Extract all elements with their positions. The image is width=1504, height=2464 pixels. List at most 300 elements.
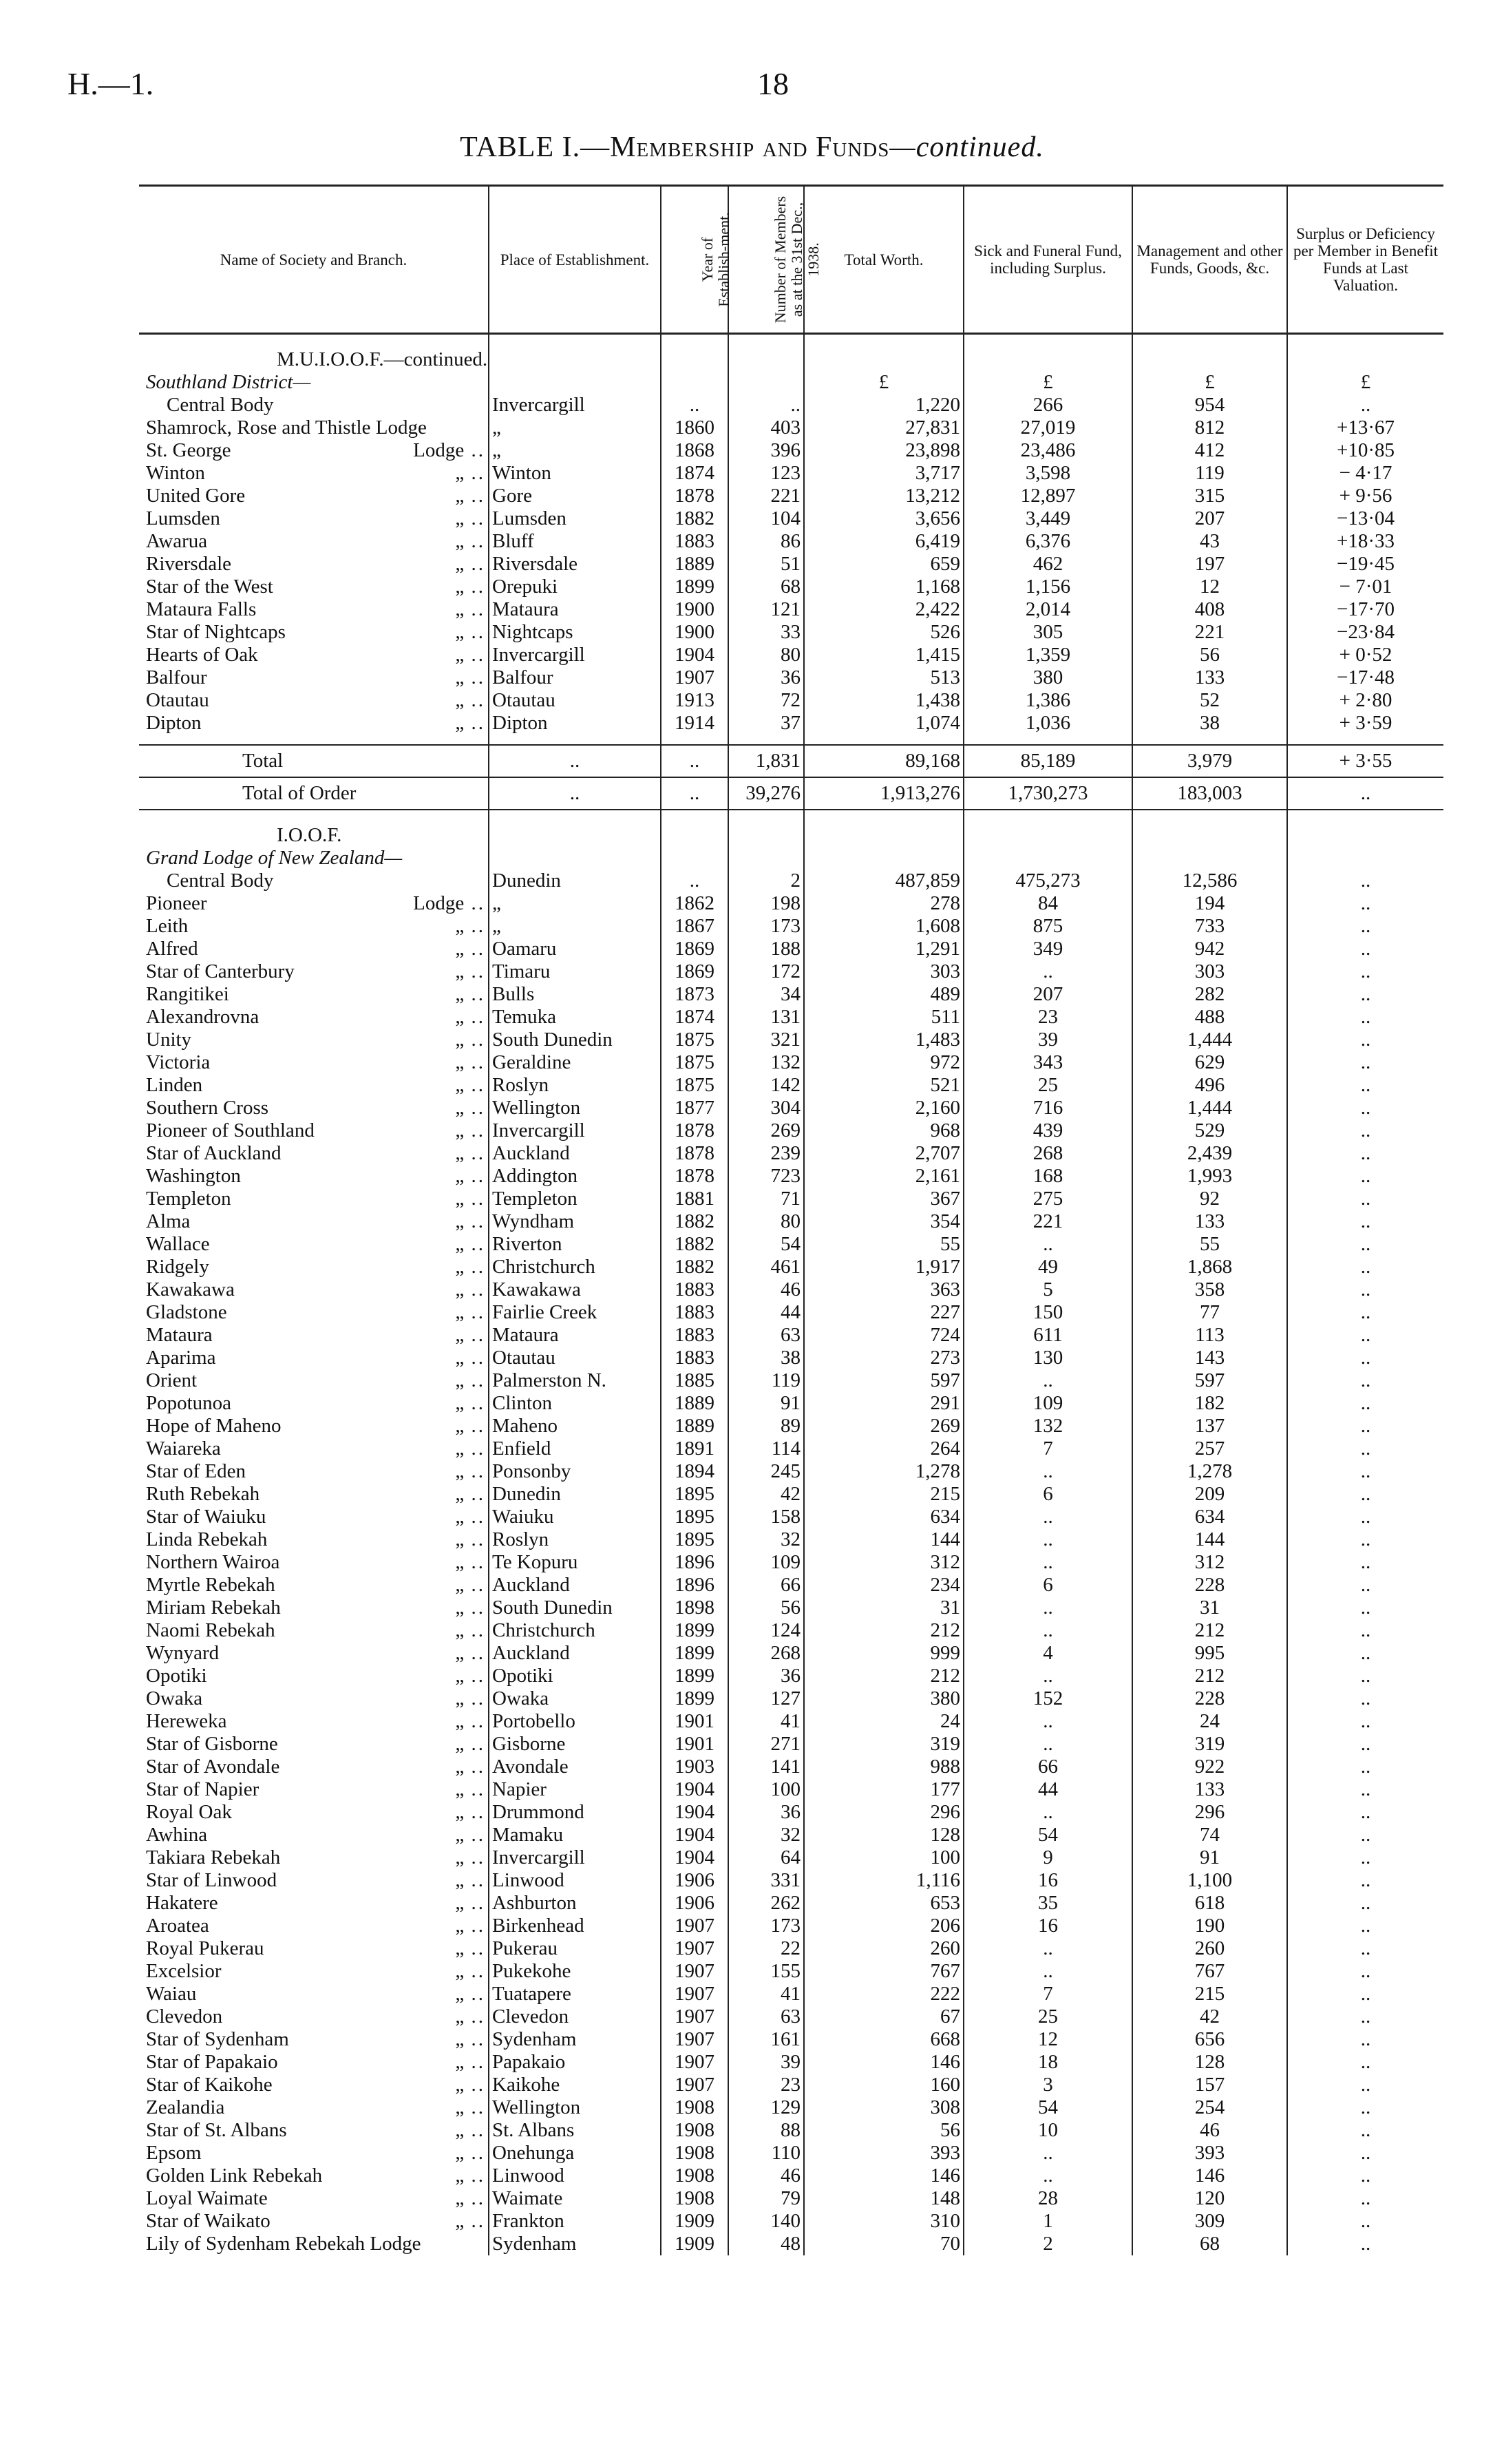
empty-cell bbox=[1132, 735, 1287, 745]
sick-cell: 3,449 bbox=[964, 507, 1132, 530]
branch-suffix bbox=[455, 1210, 485, 1233]
table-row bbox=[139, 1051, 1443, 1074]
branch-name bbox=[139, 462, 489, 485]
surplus-cell: .. bbox=[1287, 938, 1443, 960]
place-cell: Auckland bbox=[489, 1574, 661, 1597]
members-cell: 39,276 bbox=[728, 777, 804, 810]
members-cell: 245 bbox=[728, 1460, 804, 1483]
place-cell: Auckland bbox=[489, 1142, 661, 1165]
year-cell: 1875 bbox=[661, 1051, 728, 1074]
table-row bbox=[139, 2210, 1443, 2233]
order2-heading: I.O.O.F. bbox=[277, 824, 342, 846]
mgmt-cell: 194 bbox=[1132, 892, 1287, 915]
leader-dots: .. bbox=[464, 621, 485, 643]
place-cell: Geraldine bbox=[489, 1051, 661, 1074]
surplus-cell: + 3·55 bbox=[1287, 745, 1443, 777]
table-row bbox=[139, 1301, 1443, 1324]
surplus-cell: .. bbox=[1287, 1119, 1443, 1142]
members-cell: 188 bbox=[728, 938, 804, 960]
table-row bbox=[139, 1369, 1443, 1392]
branch-suffix bbox=[455, 1324, 485, 1347]
surplus-cell: .. bbox=[1287, 2165, 1443, 2187]
leader-dots: .. bbox=[464, 485, 485, 507]
members-cell: 38 bbox=[728, 1347, 804, 1369]
sick-cell: 12,897 bbox=[964, 485, 1132, 507]
branch-name-text: Star of Linwood bbox=[146, 1869, 277, 1891]
place-cell: „ bbox=[489, 417, 661, 439]
place-cell: Maheno bbox=[489, 1415, 661, 1438]
branch-suffix-text: „ bbox=[455, 1278, 465, 1301]
mgmt-cell: 212 bbox=[1132, 1619, 1287, 1642]
branch-suffix bbox=[455, 1415, 485, 1438]
branch-name bbox=[139, 666, 489, 689]
leader-dots: .. bbox=[464, 1915, 485, 1937]
leader-dots: .. bbox=[464, 2210, 485, 2232]
mgmt-cell: 215 bbox=[1132, 1983, 1287, 2005]
branch-suffix bbox=[455, 1642, 485, 1665]
branch-suffix-text: „ bbox=[455, 485, 465, 507]
leader-dots: .. bbox=[464, 1369, 485, 1391]
worth-cell: 1,913,276 bbox=[804, 777, 964, 810]
leader-dots: .. bbox=[464, 1619, 485, 1641]
branch-name-text: Star of Gisborne bbox=[146, 1733, 278, 1755]
surplus-cell: .. bbox=[1287, 1006, 1443, 1029]
place-cell: Nightcaps bbox=[489, 621, 661, 644]
branch-name bbox=[139, 1142, 489, 1165]
branch-name-text: Star of St. Albans bbox=[146, 2119, 287, 2141]
surplus-cell: .. bbox=[1287, 870, 1443, 892]
empty-cell bbox=[1287, 847, 1443, 870]
branch-name-text: Awarua bbox=[146, 530, 208, 552]
members-cell: 32 bbox=[728, 1824, 804, 1846]
surplus-cell: .. bbox=[1287, 1960, 1443, 1983]
surplus-cell: .. bbox=[1287, 1687, 1443, 1710]
central-body-row bbox=[139, 394, 1443, 417]
branch-suffix bbox=[455, 1119, 485, 1142]
table-row bbox=[139, 938, 1443, 960]
branch-suffix bbox=[455, 1369, 485, 1392]
worth-cell: 1,168 bbox=[804, 576, 964, 598]
branch-name bbox=[139, 689, 489, 712]
mgmt-cell: 597 bbox=[1132, 1369, 1287, 1392]
branch-suffix bbox=[455, 576, 485, 598]
sick-cell: 49 bbox=[964, 1256, 1132, 1278]
surplus-cell: + 3·59 bbox=[1287, 712, 1443, 735]
mgmt-cell: 190 bbox=[1132, 1915, 1287, 1937]
year-cell: 1889 bbox=[661, 553, 728, 576]
branch-name bbox=[139, 1710, 489, 1733]
branch-name bbox=[139, 1347, 489, 1369]
worth-cell: 634 bbox=[804, 1506, 964, 1528]
leader-dots: .. bbox=[464, 1528, 485, 1550]
branch-name bbox=[139, 2028, 489, 2051]
place-cell: Tuatapere bbox=[489, 1983, 661, 2005]
worth-cell: 222 bbox=[804, 1983, 964, 2005]
members-cell: 37 bbox=[728, 712, 804, 735]
place-cell: South Dunedin bbox=[489, 1597, 661, 1619]
members-cell: 68 bbox=[728, 576, 804, 598]
mgmt-cell: 74 bbox=[1132, 1824, 1287, 1846]
surplus-cell: .. bbox=[1287, 2028, 1443, 2051]
sick-cell: .. bbox=[964, 1369, 1132, 1392]
place-cell: Sydenham bbox=[489, 2233, 661, 2255]
leader-dots: .. bbox=[464, 1256, 485, 1278]
worth-cell: 100 bbox=[804, 1846, 964, 1869]
sick-cell: 28 bbox=[964, 2187, 1132, 2210]
table-row bbox=[139, 1415, 1443, 1438]
document-code: H.—1. bbox=[67, 66, 154, 101]
surplus-cell: .. bbox=[1287, 1438, 1443, 1460]
mgmt-cell: 1,278 bbox=[1132, 1460, 1287, 1483]
branch-name-text: Star of Auckland bbox=[146, 1142, 282, 1164]
members-cell: 80 bbox=[728, 1210, 804, 1233]
year-cell: 1877 bbox=[661, 1097, 728, 1119]
mgmt-cell: 393 bbox=[1132, 2142, 1287, 2165]
members-cell: 131 bbox=[728, 1006, 804, 1029]
branch-name-text: Popotunoa bbox=[146, 1392, 232, 1414]
year-cell: 1901 bbox=[661, 1733, 728, 1756]
empty-cell bbox=[804, 810, 964, 847]
table-row bbox=[139, 1528, 1443, 1551]
members-cell: 172 bbox=[728, 960, 804, 983]
branch-name-text: Loyal Waimate bbox=[146, 2187, 268, 2209]
branch-suffix bbox=[455, 462, 485, 485]
sick-cell: 44 bbox=[964, 1778, 1132, 1801]
page-number: 18 bbox=[757, 66, 789, 101]
branch-name bbox=[139, 1392, 489, 1415]
branch-name bbox=[139, 485, 489, 507]
branch-name-text: Lumsden bbox=[146, 507, 220, 529]
surplus-cell: .. bbox=[1287, 2119, 1443, 2142]
place-cell: Dunedin bbox=[489, 870, 661, 892]
year-cell: 1901 bbox=[661, 1710, 728, 1733]
table-row bbox=[139, 1029, 1443, 1051]
branch-name-text: Unity bbox=[146, 1029, 192, 1051]
col-header-name: Name of Society and Branch. bbox=[220, 251, 407, 268]
branch-suffix-text: Lodge bbox=[413, 439, 465, 461]
sick-cell: 39 bbox=[964, 1029, 1132, 1051]
mgmt-cell: 221 bbox=[1132, 621, 1287, 644]
surplus-cell: .. bbox=[1287, 1756, 1443, 1778]
year-cell: .. bbox=[661, 394, 728, 417]
mgmt-cell: 1,100 bbox=[1132, 1869, 1287, 1892]
surplus-cell: .. bbox=[1287, 1210, 1443, 1233]
branch-name bbox=[139, 870, 489, 892]
table-row bbox=[139, 1483, 1443, 1506]
sick-cell: 54 bbox=[964, 1824, 1132, 1846]
worth-cell: 1,438 bbox=[804, 689, 964, 712]
order2-heading-row bbox=[139, 810, 1443, 847]
surplus-cell: .. bbox=[1287, 1665, 1443, 1687]
mgmt-cell: 618 bbox=[1132, 1892, 1287, 1915]
table-row bbox=[139, 1074, 1443, 1097]
branch-name-text: Star of Napier bbox=[146, 1778, 260, 1800]
branch-suffix-text: „ bbox=[455, 621, 465, 643]
place-cell: Kawakawa bbox=[489, 1278, 661, 1301]
worth-cell: 312 bbox=[804, 1551, 964, 1574]
mgmt-cell: 42 bbox=[1132, 2005, 1287, 2028]
branch-suffix bbox=[455, 915, 485, 938]
worth-cell: 264 bbox=[804, 1438, 964, 1460]
district-heading: Southland District— bbox=[146, 371, 311, 393]
surplus-cell: −17·70 bbox=[1287, 598, 1443, 621]
surplus-cell: +10·85 bbox=[1287, 439, 1443, 462]
year-cell: 1885 bbox=[661, 1369, 728, 1392]
members-cell: 140 bbox=[728, 2210, 804, 2233]
year-cell: 1904 bbox=[661, 644, 728, 666]
leader-dots: .. bbox=[464, 1483, 485, 1505]
branch-name bbox=[139, 530, 489, 553]
year-cell: 1874 bbox=[661, 462, 728, 485]
table-row bbox=[139, 2119, 1443, 2142]
members-cell: 173 bbox=[728, 1915, 804, 1937]
mgmt-cell: 488 bbox=[1132, 1006, 1287, 1029]
place-cell: Sydenham bbox=[489, 2028, 661, 2051]
branch-name bbox=[139, 2165, 489, 2187]
members-cell: 91 bbox=[728, 1392, 804, 1415]
branch-name bbox=[139, 553, 489, 576]
branch-name-text: Awhina bbox=[146, 1824, 208, 1846]
branch-name bbox=[139, 1756, 489, 1778]
branch-name bbox=[139, 1846, 489, 1869]
mgmt-cell: 209 bbox=[1132, 1483, 1287, 1506]
branch-suffix-text: „ bbox=[455, 1210, 465, 1232]
branch-suffix bbox=[455, 938, 485, 960]
table-row bbox=[139, 1097, 1443, 1119]
sick-cell: .. bbox=[964, 1937, 1132, 1960]
mgmt-cell: 629 bbox=[1132, 1051, 1287, 1074]
branch-suffix-text: „ bbox=[455, 1438, 465, 1460]
mgmt-cell: 529 bbox=[1132, 1119, 1287, 1142]
worth-cell: 511 bbox=[804, 1006, 964, 1029]
year-cell: 1899 bbox=[661, 1687, 728, 1710]
surplus-cell: − 7·01 bbox=[1287, 576, 1443, 598]
branch-name bbox=[139, 1824, 489, 1846]
year-cell: 1900 bbox=[661, 598, 728, 621]
table-row bbox=[139, 1597, 1443, 1619]
year-cell: 1909 bbox=[661, 2210, 728, 2233]
branch-name-text: Takiara Rebekah bbox=[146, 1846, 281, 1868]
mgmt-cell: 77 bbox=[1132, 1301, 1287, 1324]
surplus-cell: .. bbox=[1287, 1074, 1443, 1097]
leader-dots: .. bbox=[464, 892, 485, 914]
surplus-cell: .. bbox=[1287, 1278, 1443, 1301]
place-cell: Invercargill bbox=[489, 644, 661, 666]
mgmt-cell: 3,979 bbox=[1132, 745, 1287, 777]
branch-suffix bbox=[455, 689, 485, 712]
place-cell: Owaka bbox=[489, 1687, 661, 1710]
place-cell: Balfour bbox=[489, 666, 661, 689]
table-row bbox=[139, 530, 1443, 553]
mgmt-cell: 56 bbox=[1132, 644, 1287, 666]
order-heading-row bbox=[139, 334, 1443, 372]
year-cell: 1904 bbox=[661, 1801, 728, 1824]
branch-name-text: Hearts of Oak bbox=[146, 644, 258, 666]
mgmt-cell: 91 bbox=[1132, 1846, 1287, 1869]
place-cell: Auckland bbox=[489, 1642, 661, 1665]
sick-cell: 462 bbox=[964, 553, 1132, 576]
branch-name bbox=[139, 507, 489, 530]
branch-suffix-text: „ bbox=[455, 1778, 465, 1800]
table-row bbox=[139, 621, 1443, 644]
year-cell: 1903 bbox=[661, 1756, 728, 1778]
surplus-cell: .. bbox=[1287, 1029, 1443, 1051]
place-cell: Pukekohe bbox=[489, 1960, 661, 1983]
leader-dots: .. bbox=[464, 644, 485, 666]
mgmt-cell: 197 bbox=[1132, 553, 1287, 576]
leader-dots: .. bbox=[464, 1347, 485, 1369]
surplus-cell: .. bbox=[1287, 915, 1443, 938]
leader-dots: .. bbox=[464, 1687, 485, 1709]
branch-suffix-text: „ bbox=[455, 1801, 465, 1823]
members-cell: 403 bbox=[728, 417, 804, 439]
branch-name bbox=[139, 1074, 489, 1097]
leader-dots: .. bbox=[464, 1710, 485, 1732]
surplus-cell: .. bbox=[1287, 1551, 1443, 1574]
mgmt-cell: 954 bbox=[1132, 394, 1287, 417]
surplus-cell: .. bbox=[1287, 2074, 1443, 2096]
branch-suffix bbox=[455, 1392, 485, 1415]
leader-dots: .. bbox=[464, 1029, 485, 1051]
table-row bbox=[139, 1006, 1443, 1029]
surplus-cell: .. bbox=[1287, 1915, 1443, 1937]
members-cell: 268 bbox=[728, 1642, 804, 1665]
worth-cell: 1,074 bbox=[804, 712, 964, 735]
branch-name-text: Alexandrovna bbox=[146, 1006, 260, 1028]
branch-name-text: Clevedon bbox=[146, 2005, 223, 2028]
table-row bbox=[139, 1801, 1443, 1824]
year-cell: 1904 bbox=[661, 1846, 728, 1869]
branch-name bbox=[139, 621, 489, 644]
members-cell: 104 bbox=[728, 507, 804, 530]
leader-dots: .. bbox=[464, 960, 485, 982]
mgmt-cell: 55 bbox=[1132, 1233, 1287, 1256]
year-cell: 1908 bbox=[661, 2165, 728, 2187]
members-cell: 161 bbox=[728, 2028, 804, 2051]
year-cell: 1907 bbox=[661, 1960, 728, 1983]
branch-suffix-text: „ bbox=[455, 1188, 465, 1210]
branch-name bbox=[139, 1460, 489, 1483]
leader-dots: .. bbox=[464, 1983, 485, 2005]
branch-suffix bbox=[455, 1074, 485, 1097]
sick-cell: 16 bbox=[964, 1869, 1132, 1892]
sick-cell: .. bbox=[964, 960, 1132, 983]
members-cell: 64 bbox=[728, 1846, 804, 1869]
surplus-cell: .. bbox=[1287, 1528, 1443, 1551]
branch-name-text: Alfred bbox=[146, 938, 198, 960]
leader-dots: .. bbox=[464, 598, 485, 620]
branch-name bbox=[139, 1029, 489, 1051]
year-cell: 1883 bbox=[661, 1301, 728, 1324]
branch-name-text: Star of Eden bbox=[146, 1460, 246, 1482]
year-cell: 1896 bbox=[661, 1574, 728, 1597]
branch-suffix-text: „ bbox=[455, 644, 465, 666]
worth-cell: 767 bbox=[804, 1960, 964, 1983]
table-row bbox=[139, 1619, 1443, 1642]
surplus-cell: .. bbox=[1287, 1460, 1443, 1483]
branch-suffix bbox=[455, 553, 485, 576]
year-cell: 1914 bbox=[661, 712, 728, 735]
branch-suffix bbox=[455, 1097, 485, 1119]
worth-cell: 23,898 bbox=[804, 439, 964, 462]
sick-cell: 6 bbox=[964, 1483, 1132, 1506]
mgmt-cell: 315 bbox=[1132, 485, 1287, 507]
mgmt-cell: 143 bbox=[1132, 1347, 1287, 1369]
branch-suffix bbox=[455, 1551, 485, 1574]
surplus-cell: .. bbox=[1287, 2096, 1443, 2119]
surplus-cell: .. bbox=[1287, 1846, 1443, 1869]
mgmt-cell: 303 bbox=[1132, 960, 1287, 983]
sick-cell: .. bbox=[964, 1710, 1132, 1733]
leader-dots: .. bbox=[464, 462, 485, 484]
table-row bbox=[139, 1642, 1443, 1665]
branch-suffix-text: „ bbox=[455, 983, 465, 1005]
leader-dots: .. bbox=[464, 1460, 485, 1482]
col-header-members: Number of Members as at the 31st Dec., 1938. bbox=[728, 186, 804, 334]
branch-name bbox=[139, 1097, 489, 1119]
place-cell: Winton bbox=[489, 462, 661, 485]
place-cell: Ashburton bbox=[489, 1892, 661, 1915]
branch-name-text: Templeton bbox=[146, 1188, 231, 1210]
year-cell: 1906 bbox=[661, 1869, 728, 1892]
branch-name bbox=[139, 1733, 489, 1756]
branch-suffix bbox=[455, 2119, 485, 2142]
year-cell: 1883 bbox=[661, 1347, 728, 1369]
title-prefix: TABLE I.— bbox=[460, 131, 611, 163]
branch-suffix-text: „ bbox=[455, 1869, 465, 1891]
table-header-row bbox=[139, 186, 1443, 334]
leader-dots: .. bbox=[464, 1074, 485, 1096]
branch-name-text: Southern Cross bbox=[146, 1097, 269, 1119]
leader-dots: .. bbox=[464, 1960, 485, 1982]
branch-suffix bbox=[455, 1869, 485, 1892]
place-cell: Invercargill bbox=[489, 1846, 661, 1869]
branch-suffix bbox=[455, 2210, 485, 2233]
table-row bbox=[139, 1983, 1443, 2005]
branch-name-text: Orient bbox=[146, 1369, 198, 1391]
sick-cell: 23 bbox=[964, 1006, 1132, 1029]
branch-name bbox=[139, 1415, 489, 1438]
district-total-row bbox=[139, 745, 1443, 777]
branch-suffix-text: „ bbox=[455, 2119, 465, 2141]
year-cell: 1867 bbox=[661, 915, 728, 938]
mgmt-cell: 922 bbox=[1132, 1756, 1287, 1778]
place-cell: Waimate bbox=[489, 2187, 661, 2210]
branch-suffix bbox=[455, 1756, 485, 1778]
place-cell: Mataura bbox=[489, 1324, 661, 1347]
table-row bbox=[139, 915, 1443, 938]
worth-cell: 1,291 bbox=[804, 938, 964, 960]
branch-name-text: Balfour bbox=[146, 666, 207, 688]
sick-cell: 152 bbox=[964, 1687, 1132, 1710]
table-row bbox=[139, 1869, 1443, 1892]
branch-suffix-text: „ bbox=[455, 1029, 465, 1051]
empty-cell bbox=[964, 735, 1132, 745]
leader-dots: .. bbox=[464, 1278, 485, 1301]
mgmt-cell: 942 bbox=[1132, 938, 1287, 960]
branch-name bbox=[139, 1165, 489, 1188]
branch-name bbox=[139, 1597, 489, 1619]
mgmt-cell: 257 bbox=[1132, 1438, 1287, 1460]
branch-suffix bbox=[455, 1597, 485, 1619]
year-cell: 1895 bbox=[661, 1506, 728, 1528]
empty-cell bbox=[804, 847, 964, 870]
place-cell: Palmerston N. bbox=[489, 1369, 661, 1392]
branch-suffix bbox=[455, 530, 485, 553]
branch-suffix bbox=[455, 960, 485, 983]
worth-cell: 2,422 bbox=[804, 598, 964, 621]
branch-suffix-text: „ bbox=[455, 1574, 465, 1596]
